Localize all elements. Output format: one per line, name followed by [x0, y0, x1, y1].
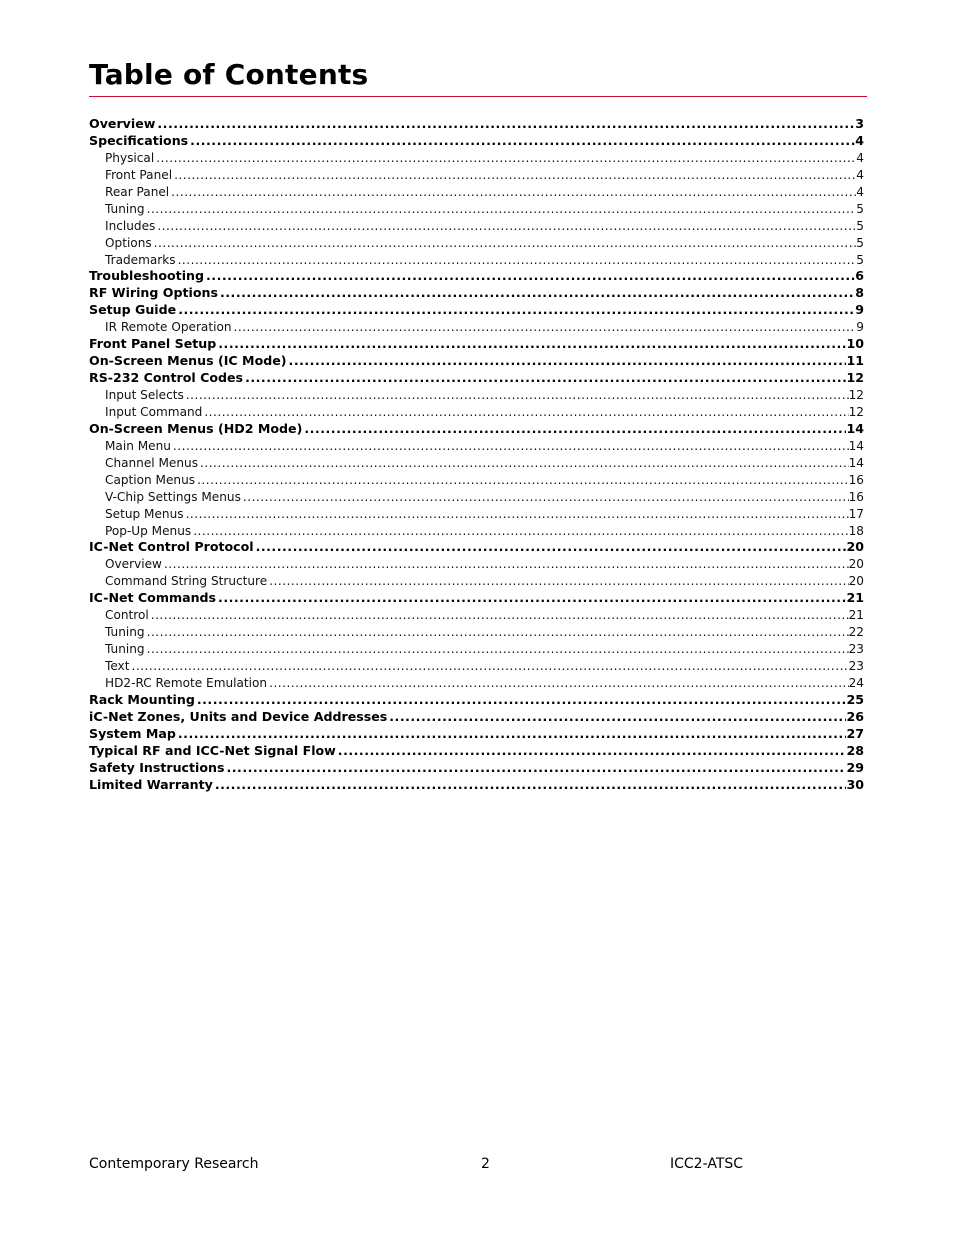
dot-leader: [145, 641, 849, 658]
toc-entry-title: Overview: [89, 116, 156, 131]
toc-page-number: 22: [848, 625, 864, 640]
toc-page-number: 17: [848, 506, 864, 521]
toc-subsection-entry[interactable]: [89, 523, 864, 540]
toc-page-number: 9: [855, 302, 864, 318]
toc-entry-title: Pop-Up Menus: [105, 523, 192, 538]
toc-subsection-entry[interactable]: [89, 404, 864, 421]
toc-page-number: 3: [855, 116, 864, 131]
toc-page-number: 23: [848, 659, 864, 673]
dot-leader: [336, 743, 847, 760]
toc-subsection-entry[interactable]: [89, 573, 864, 590]
dot-leader: [176, 726, 847, 743]
toc-page-number: 14: [846, 420, 864, 436]
toc-page-number: 26: [846, 708, 864, 724]
toc-page-number: 20: [848, 557, 864, 572]
toc-page-number: 14: [848, 455, 864, 470]
dot-leader: [241, 489, 849, 506]
toc-entry-title: Safety Instructions: [89, 759, 225, 775]
dot-leader: [195, 472, 849, 489]
toc-subsection-entry[interactable]: [89, 556, 864, 573]
footer-product: ICC2-ATSC: [670, 1156, 744, 1172]
toc-subsection-entry[interactable]: [89, 472, 864, 489]
toc-section-entry[interactable]: [89, 302, 864, 319]
dot-leader: [169, 184, 856, 201]
toc-entry-title: Specifications: [89, 132, 189, 148]
dot-leader: [176, 252, 857, 269]
toc-entry-title: Limited Warranty: [89, 776, 213, 792]
toc-page-number: 25: [846, 691, 864, 707]
dot-leader: [145, 201, 857, 218]
dot-leader: [267, 573, 848, 590]
toc-section-entry[interactable]: [89, 743, 864, 760]
toc-entry-title: Physical: [105, 150, 155, 165]
dot-leader: [184, 506, 849, 523]
dot-leader: [254, 539, 847, 556]
toc-page-number: 4: [855, 132, 864, 148]
table-of-contents: [89, 116, 864, 794]
toc-entry-title: RS-232 Control Codes: [89, 370, 244, 386]
toc-subsection-entry[interactable]: [89, 455, 864, 472]
toc-subsection-entry[interactable]: [89, 675, 864, 692]
toc-entry-title: IR Remote Operation: [105, 320, 232, 335]
dot-leader: [224, 760, 846, 777]
toc-entry-title: Input Selects: [105, 388, 184, 402]
toc-page-number: 21: [848, 608, 864, 623]
toc-entry-title: Tuning: [105, 642, 145, 657]
toc-page-number: 14: [848, 438, 864, 453]
toc-section-entry[interactable]: [89, 692, 864, 709]
dot-leader: [145, 624, 849, 641]
toc-page-number: 4: [856, 167, 864, 182]
toc-page-number: 5: [856, 218, 864, 233]
toc-page-number: 5: [856, 235, 864, 250]
dot-leader: [172, 167, 856, 184]
toc-subsection-entry[interactable]: [89, 150, 864, 167]
toc-page-number: 4: [856, 150, 864, 165]
dot-leader: [198, 455, 849, 472]
dot-leader: [155, 218, 856, 235]
toc-entry-title: V-Chip Settings Menus: [105, 489, 241, 504]
dot-leader: [287, 353, 847, 370]
toc-entry-title: Input Command: [105, 404, 203, 419]
toc-section-entry[interactable]: [89, 353, 864, 370]
toc-entry-title: Trademarks: [105, 252, 176, 267]
toc-entry-title: Includes: [105, 218, 156, 233]
toc-entry-title: Command String Structure: [105, 574, 268, 589]
dot-leader: [232, 319, 857, 336]
toc-subsection-entry[interactable]: [89, 607, 864, 624]
dot-leader: [176, 302, 855, 319]
dot-leader: [216, 336, 846, 353]
toc-entry-title: Front Panel: [105, 167, 173, 182]
toc-entry-title: iC-Net Zones, Units and Device Addresses: [89, 708, 388, 724]
toc-page-number: 30: [846, 776, 864, 792]
toc-entry-title: Typical RF and ICC-Net Signal Flow: [89, 742, 336, 758]
toc-section-entry[interactable]: [89, 726, 864, 743]
toc-subsection-entry[interactable]: [89, 641, 864, 658]
toc-page-number: 12: [846, 370, 864, 386]
toc-page-number: 27: [846, 725, 864, 741]
toc-entry-title: Control: [105, 608, 149, 623]
dot-leader: [204, 268, 855, 285]
dot-leader: [129, 658, 848, 675]
toc-subsection-entry[interactable]: [89, 319, 864, 336]
toc-page-number: 12: [848, 404, 864, 419]
dot-leader: [202, 404, 848, 421]
toc-entry-title: HD2-RC Remote Emulation: [105, 675, 268, 690]
dot-leader: [162, 556, 849, 573]
toc-subsection-entry[interactable]: [89, 506, 864, 523]
footer-company: Contemporary Research: [89, 1156, 259, 1172]
dot-leader: [152, 235, 857, 252]
toc-page-number: 5: [856, 201, 864, 216]
toc-entry-title: Rack Mounting: [89, 691, 195, 707]
toc-page-number: 4: [856, 184, 864, 199]
toc-page-number: 9: [856, 320, 864, 335]
dot-leader: [218, 285, 855, 302]
toc-subsection-entry[interactable]: [89, 489, 864, 506]
toc-section-entry[interactable]: [89, 336, 864, 353]
toc-entry-title: RF Wiring Options: [89, 285, 218, 301]
toc-entry-title: On-Screen Menus (HD2 Mode): [89, 420, 303, 436]
toc-section-entry[interactable]: [89, 116, 864, 133]
toc-page-number: 16: [848, 472, 864, 487]
dot-leader: [149, 607, 849, 624]
toc-section-entry[interactable]: [89, 539, 864, 556]
toc-entry-title: Tuning: [105, 625, 145, 640]
toc-entry-title: Tuning: [105, 201, 145, 216]
dot-leader: [184, 387, 849, 404]
toc-page-number: 28: [846, 742, 864, 758]
toc-entry-title: IC-Net Control Protocol: [89, 539, 254, 555]
toc-subsection-entry[interactable]: [89, 218, 864, 235]
dot-leader: [191, 523, 848, 540]
toc-subsection-entry[interactable]: [89, 252, 864, 269]
dot-leader: [243, 370, 846, 387]
toc-entry-title: Setup Guide: [89, 302, 177, 318]
dot-leader: [267, 675, 849, 692]
toc-page-number: 20: [846, 539, 864, 555]
toc-page-number: 16: [848, 489, 864, 504]
toc-page-number: 29: [846, 759, 864, 775]
toc-entry-title: System Map: [89, 725, 176, 741]
toc-page-number: 12: [848, 388, 864, 402]
dot-leader: [216, 590, 846, 607]
toc-entry-title: Setup Menus: [105, 506, 184, 521]
toc-section-entry[interactable]: [89, 421, 864, 438]
toc-subsection-entry[interactable]: [89, 387, 864, 404]
dot-leader: [188, 133, 855, 150]
toc-section-entry[interactable]: [89, 760, 864, 777]
toc-page-number: 10: [846, 336, 864, 352]
toc-page-number: 24: [848, 675, 864, 690]
toc-section-entry[interactable]: [89, 268, 864, 285]
toc-section-entry[interactable]: [89, 285, 864, 302]
toc-entry-title: Text: [105, 659, 130, 673]
dot-leader: [213, 777, 847, 794]
toc-entry-title: Channel Menus: [105, 455, 199, 470]
toc-entry-title: Caption Menus: [105, 472, 196, 487]
dot-leader: [154, 150, 856, 167]
dot-leader: [302, 421, 846, 438]
toc-page-number: 18: [848, 523, 864, 538]
dot-leader: [171, 438, 849, 455]
toc-entry-title: On-Screen Menus (IC Mode): [89, 353, 287, 369]
toc-entry-title: Options: [105, 235, 152, 250]
toc-page-number: 11: [846, 353, 864, 369]
toc-subsection-entry[interactable]: [89, 167, 864, 184]
toc-page-number: 20: [848, 574, 864, 589]
toc-section-entry[interactable]: [89, 590, 864, 607]
toc-entry-title: Rear Panel: [105, 184, 170, 199]
dot-leader: [155, 116, 855, 133]
toc-page-number: 23: [848, 642, 864, 657]
toc-subsection-entry[interactable]: [89, 201, 864, 218]
toc-section-entry[interactable]: [89, 370, 864, 387]
page-title: Table of Contents: [89, 58, 867, 97]
toc-subsection-entry[interactable]: [89, 624, 864, 641]
toc-page-number: 5: [856, 252, 864, 267]
toc-subsection-entry[interactable]: [89, 438, 864, 455]
toc-entry-title: Troubleshooting: [89, 268, 204, 284]
toc-section-entry[interactable]: [89, 133, 864, 150]
toc-subsection-entry[interactable]: [89, 658, 864, 675]
toc-entry-title: Main Menu: [105, 438, 171, 453]
toc-page-number: 6: [855, 268, 864, 284]
toc-section-entry[interactable]: [89, 777, 864, 794]
toc-entry-title: Overview: [105, 557, 162, 572]
dot-leader: [195, 692, 847, 709]
toc-page-number: 8: [855, 285, 864, 301]
toc-section-entry[interactable]: [89, 709, 864, 726]
toc-page-number: 21: [846, 590, 864, 606]
dot-leader: [387, 709, 846, 726]
toc-subsection-entry[interactable]: [89, 184, 864, 201]
footer-page-number: 2: [481, 1156, 490, 1172]
toc-entry-title: Front Panel Setup: [89, 336, 217, 352]
toc-subsection-entry[interactable]: [89, 235, 864, 252]
toc-entry-title: IC-Net Commands: [89, 590, 217, 606]
